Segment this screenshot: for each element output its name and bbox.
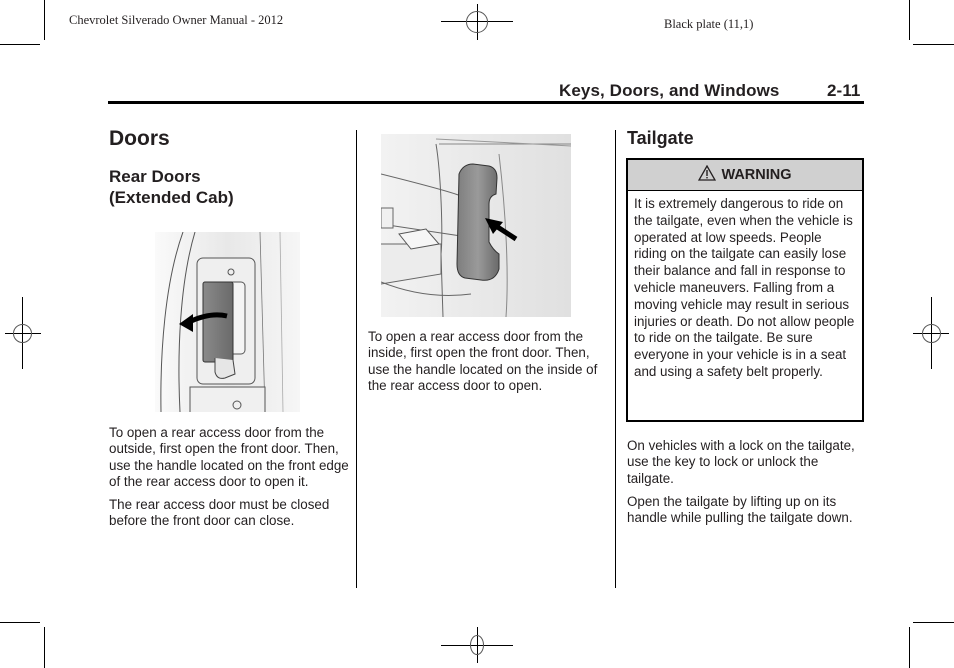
header-rule	[108, 101, 864, 104]
running-header-section: Keys, Doors, and Windows	[559, 81, 780, 100]
warning-text: It is extremely dangerous to ride on the tailgate, even when the vehicle is operated at low speeds. People riding on the tailgate can easily lose their balance and fall in response to vehicle maneuvers. Falling from a moving vehicle may result in serious injuries or death. Do not allow people to ride on the tailgate. Be sure everyone in your vehicle is in a seat and using a safety belt properly.	[634, 196, 855, 379]
column-divider-2	[615, 130, 616, 588]
warning-header	[628, 160, 862, 191]
column-divider-1	[356, 130, 357, 588]
warning-triangle-icon	[698, 165, 716, 185]
section-title-doors: Doors	[109, 127, 170, 150]
rear-door-interior-handle-illustration	[381, 134, 571, 317]
paragraph: To open a rear access door from the outside, first open the front door. Then, use the handle located on the front edge of the rear access door to open it.	[109, 425, 349, 489]
paragraph: On vehicles with a lock on the tailgate, use the key to lock or unlock the tailgate.	[627, 438, 855, 486]
column-tailgate-body	[627, 438, 863, 533]
paragraph: The rear access door must be closed before the front door can close.	[109, 497, 330, 529]
warning-label: WARNING	[721, 167, 792, 183]
section-title-tailgate: Tailgate	[627, 128, 694, 148]
paragraph: To open a rear access door from the inside, first open the front door. Then, use the handle located on the inside of the rear access door to open.	[368, 329, 598, 393]
warning-box	[626, 158, 864, 422]
paragraph: Open the tailgate by lifting up on its handle while pulling the tailgate down.	[627, 493, 853, 526]
running-header-page-number: 2-11	[827, 81, 861, 100]
print-header-right: Black plate (11,1)	[664, 17, 754, 31]
column-doors-body	[109, 425, 354, 537]
column-rear-door-inside-body	[368, 329, 613, 401]
print-header-left: Chevrolet Silverado Owner Manual - 2012	[69, 13, 284, 27]
rear-door-exterior-handle-illustration	[155, 232, 300, 412]
subsection-title-rear-doors: Rear Doors (Extended Cab)	[109, 167, 234, 207]
